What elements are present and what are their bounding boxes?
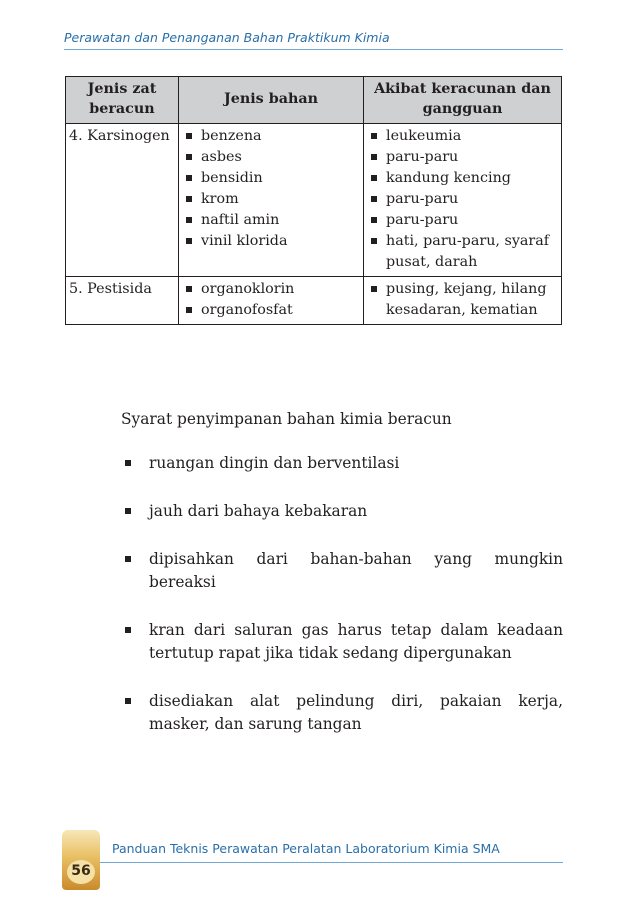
square-bullet-icon xyxy=(186,154,192,160)
list-item: ruangan dingin dan berventilasi xyxy=(122,452,563,475)
footer-book-title: Panduan Teknis Perawatan Peralatan Laboratorium Kimia SMA xyxy=(112,841,500,856)
footer-rule xyxy=(100,862,563,863)
list-item: organofosfat xyxy=(185,300,357,321)
list-item: paru-paru xyxy=(370,210,555,231)
square-bullet-icon xyxy=(371,286,377,292)
square-bullet-icon xyxy=(371,175,377,181)
materials-cell xyxy=(179,277,364,325)
list-item: vinil klorida xyxy=(185,231,357,252)
list-item: naftil amin xyxy=(185,210,357,231)
list-item: kran dari saluran gas harus tetap dalam keadaan tertutup rapat jika tidak sedang dipergunakan xyxy=(122,619,563,665)
toxic-substances-table xyxy=(65,76,562,325)
square-bullet-icon xyxy=(186,217,192,223)
square-bullet-icon xyxy=(371,196,377,202)
list-item: leukeumia xyxy=(370,126,555,147)
page-number: 56 xyxy=(71,863,91,879)
substance-type-cell: 5. Pestisida xyxy=(66,277,179,325)
list-item: hati, paru-paru, syaraf pusat, darah xyxy=(370,231,555,273)
page-number-badge-icon xyxy=(62,830,100,890)
column-header-type: Jenis zat beracun xyxy=(66,77,179,124)
list-item: paru-paru xyxy=(370,147,555,168)
list-item: bensidin xyxy=(185,168,357,189)
list-item: jauh dari bahaya kebakaran xyxy=(122,500,563,523)
square-bullet-icon xyxy=(186,238,192,244)
column-header-materials: Jenis bahan xyxy=(179,77,364,124)
list-item: krom xyxy=(185,189,357,210)
square-bullet-icon xyxy=(186,286,192,292)
effects-cell xyxy=(364,124,562,277)
square-bullet-icon xyxy=(186,307,192,313)
list-item: disediakan alat pelindung diri, pakaian kerja, masker, dan sarung tangan xyxy=(122,690,563,736)
substance-type-cell: 4. Karsinogen xyxy=(66,124,179,277)
header-rule xyxy=(64,49,563,50)
list-item: kandung kencing xyxy=(370,168,555,189)
list-item: dipisahkan dari bahan-bahan yang mungkin bereaksi xyxy=(122,548,563,594)
list-item: benzena xyxy=(185,126,357,147)
list-item: paru-paru xyxy=(370,189,555,210)
table-header-row xyxy=(66,77,562,124)
square-bullet-icon xyxy=(125,627,131,633)
square-bullet-icon xyxy=(371,154,377,160)
square-bullet-icon xyxy=(186,196,192,202)
storage-requirements-list xyxy=(122,452,563,761)
square-bullet-icon xyxy=(125,698,131,704)
running-header: Perawatan dan Penanganan Bahan Praktikum Kimia xyxy=(64,30,390,45)
square-bullet-icon xyxy=(371,217,377,223)
list-item: organoklorin xyxy=(185,279,357,300)
square-bullet-icon xyxy=(371,238,377,244)
list-item: asbes xyxy=(185,147,357,168)
square-bullet-icon xyxy=(186,175,192,181)
square-bullet-icon xyxy=(186,133,192,139)
storage-requirements-title: Syarat penyimpanan bahan kimia beracun xyxy=(121,410,452,428)
column-header-effects: Akibat keracunan dan gangguan xyxy=(364,77,562,124)
square-bullet-icon xyxy=(125,556,131,562)
square-bullet-icon xyxy=(371,133,377,139)
table-row xyxy=(66,277,562,325)
table-row xyxy=(66,124,562,277)
square-bullet-icon xyxy=(125,508,131,514)
materials-cell xyxy=(179,124,364,277)
square-bullet-icon xyxy=(125,460,131,466)
effects-cell xyxy=(364,277,562,325)
list-item: pusing, kejang, hilang kesadaran, kematian xyxy=(370,279,555,321)
